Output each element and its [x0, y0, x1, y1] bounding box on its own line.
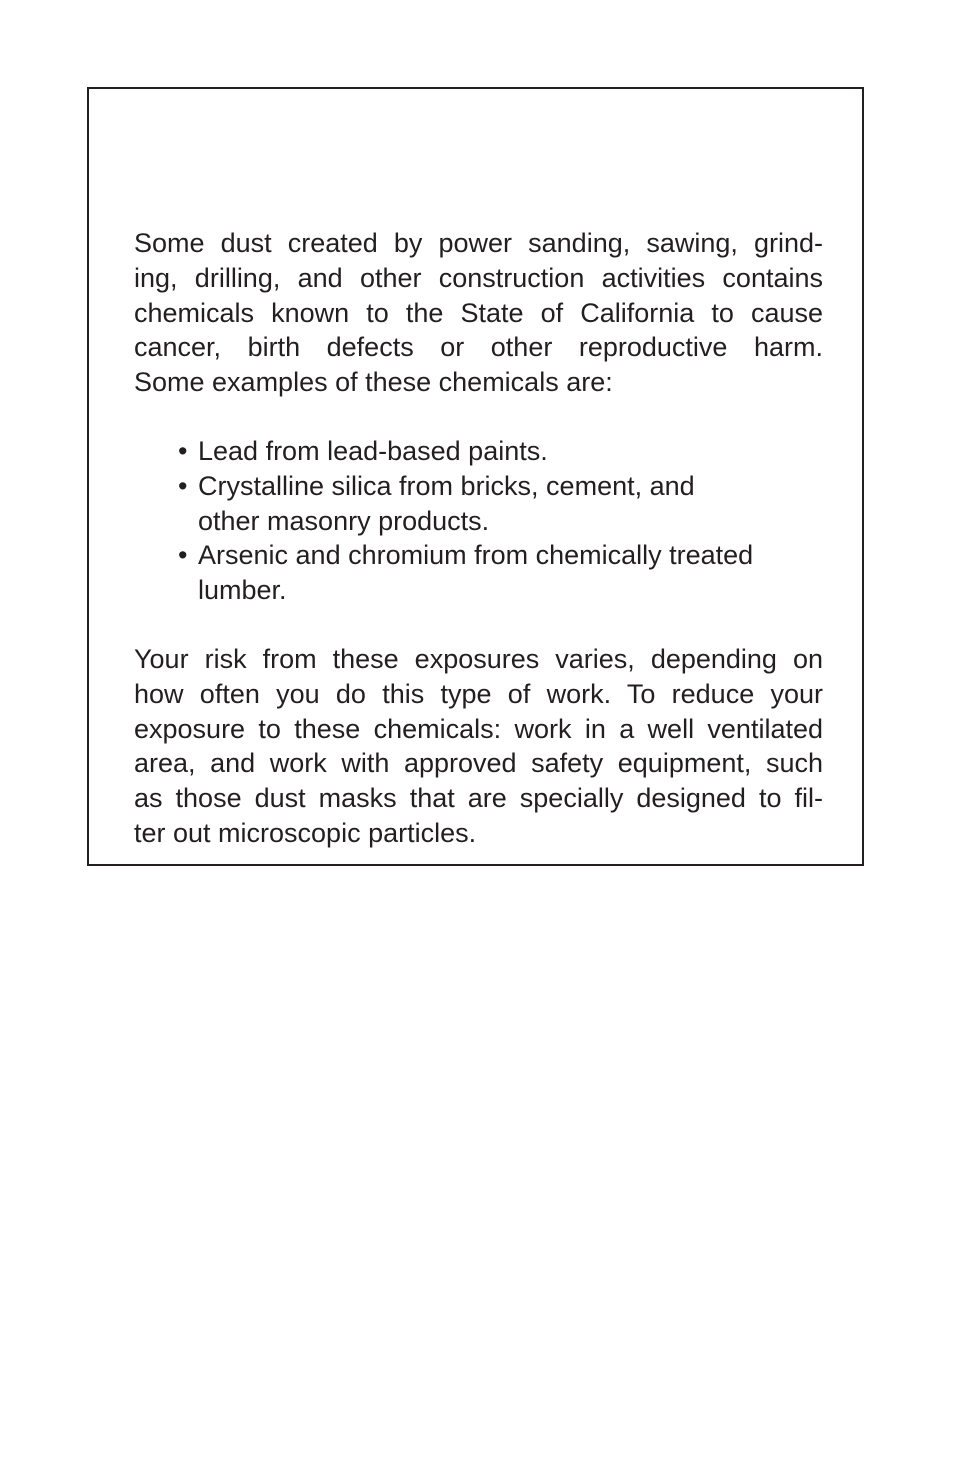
chemical-examples-list: [134, 434, 823, 608]
advice-line: exposure to these chemicals: work in a well ventilated: [134, 713, 823, 744]
bullet-icon: •: [178, 540, 188, 571]
advice-line: as those dust masks that are specially designed to fil-: [134, 783, 823, 814]
bullet-icon: •: [178, 470, 188, 501]
intro-line: chemicals known to the State of California to cause: [134, 297, 823, 328]
intro-line: Some dust created by power sanding, sawing, grind-: [134, 228, 823, 258]
intro-line: Some examples of these chemicals are:: [134, 367, 613, 398]
list-item-line: Lead from lead-based paints.: [198, 435, 548, 466]
advice-line: how often you do this type of work. To reduce your: [134, 678, 823, 709]
list-item: [178, 538, 823, 608]
intro-line: ing, drilling, and other construction activities contains: [134, 262, 823, 293]
advice-line: ter out microscopic particles.: [134, 817, 477, 848]
advice-line: area, and work with approved safety equipment, such: [134, 748, 823, 779]
advice-line: Your risk from these exposures varies, depending on: [134, 643, 823, 674]
list-item-line: Arsenic and chromium from chemically treated: [198, 540, 754, 571]
list-item-line: other masonry products.: [198, 505, 490, 536]
list-item: [178, 434, 823, 469]
list-item: [178, 469, 823, 539]
intro-paragraph: [134, 226, 823, 400]
bullet-icon: •: [178, 435, 188, 466]
list-item-line: Crystalline silica from bricks, cement, and: [198, 470, 695, 501]
warning-notice-box: [87, 87, 864, 866]
advice-paragraph: [134, 642, 823, 851]
warning-notice-content: [134, 226, 823, 851]
list-item-line: lumber.: [198, 575, 287, 606]
intro-line: cancer, birth defects or other reproductive harm.: [134, 332, 823, 363]
